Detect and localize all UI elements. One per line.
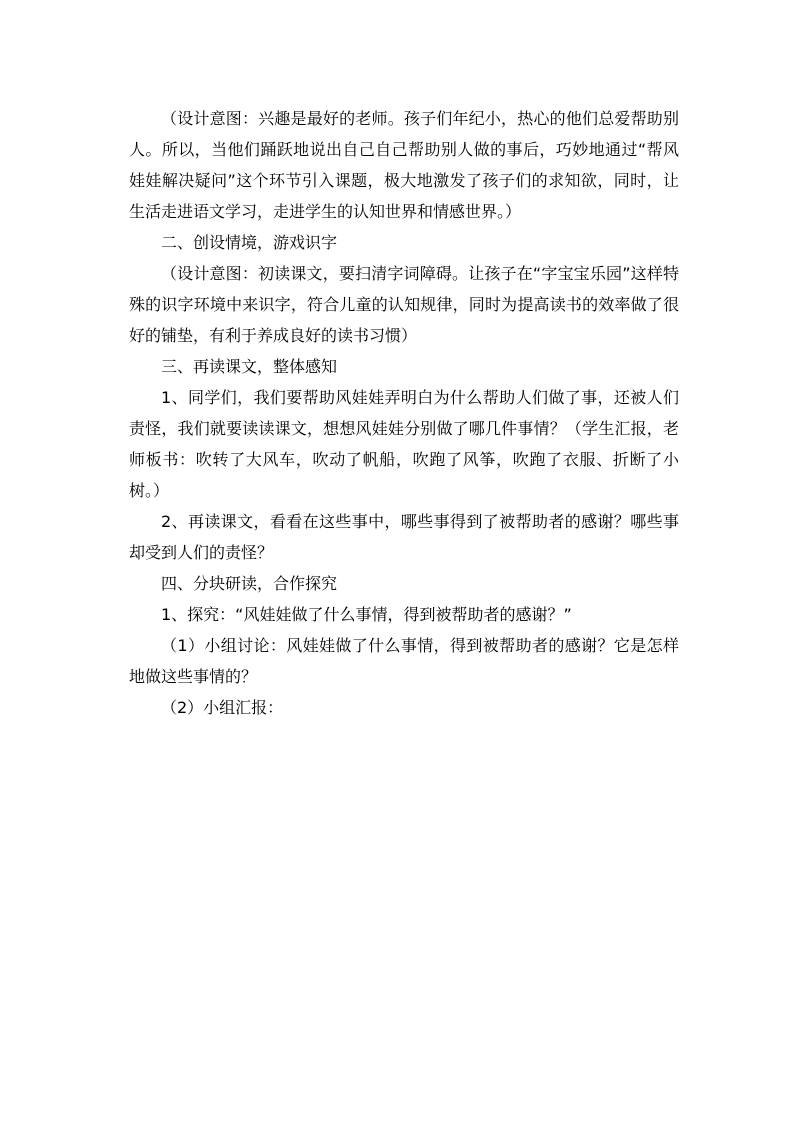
paragraph-explore-1: 1、探究：“风娃娃做了什么事情，得到被帮助者的感谢？” [161, 605, 572, 624]
section-heading-2: 二、创设情境，游戏识字 [161, 233, 338, 252]
paragraph-item-2: 2、再读课文，看看在这些事中，哪些事得到了被帮助者的感谢？哪些事却受到人们的责怪？ [129, 512, 679, 562]
section-heading-3: 三、再读课文，整体感知 [161, 357, 338, 376]
paragraph-group-report: （2）小组汇报： [161, 698, 284, 717]
paragraph-group-discussion: （1）小组讨论：风娃娃做了什么事情，得到被帮助者的感谢？它是怎样地做这些事情的？ [129, 636, 679, 686]
paragraph-design-intent-2: （设计意图：初读课文，要扫清字词障碍。让孩子在“字宝宝乐园”这样特殊的识字环境中来识字，符合儿童的认知规律，同时为提高读书的效率做了很好的铺垫，有利于养成良好的读书习惯） [129, 264, 679, 345]
paragraph-design-intent-1: （设计意图：兴趣是最好的老师。孩子们年纪小，热心的他们总爱帮助别人。所以，当他们踊跃地说出自己自己帮助别人做的事后，巧妙地通过“帮风娃娃解决疑问”这个环节引入课题，极大地激发了孩子们的求知欲，同时，让生活走进语文学习，走进学生的认知世界和情感世界。） [129, 109, 679, 221]
paragraph-item-1: 1、同学们，我们要帮助风娃娃弄明白为什么帮助人们做了事，还被人们责怪，我们就要读读课文，想想风娃娃分别做了哪几件事情？（学生汇报，老师板书：吹转了大风车，吹动了帆船，吹跑了风筝，吹跑了衣服、折断了小树。） [129, 388, 679, 500]
document-body [129, 103, 679, 723]
section-heading-4: 四、分块研读，合作探究 [161, 574, 338, 593]
